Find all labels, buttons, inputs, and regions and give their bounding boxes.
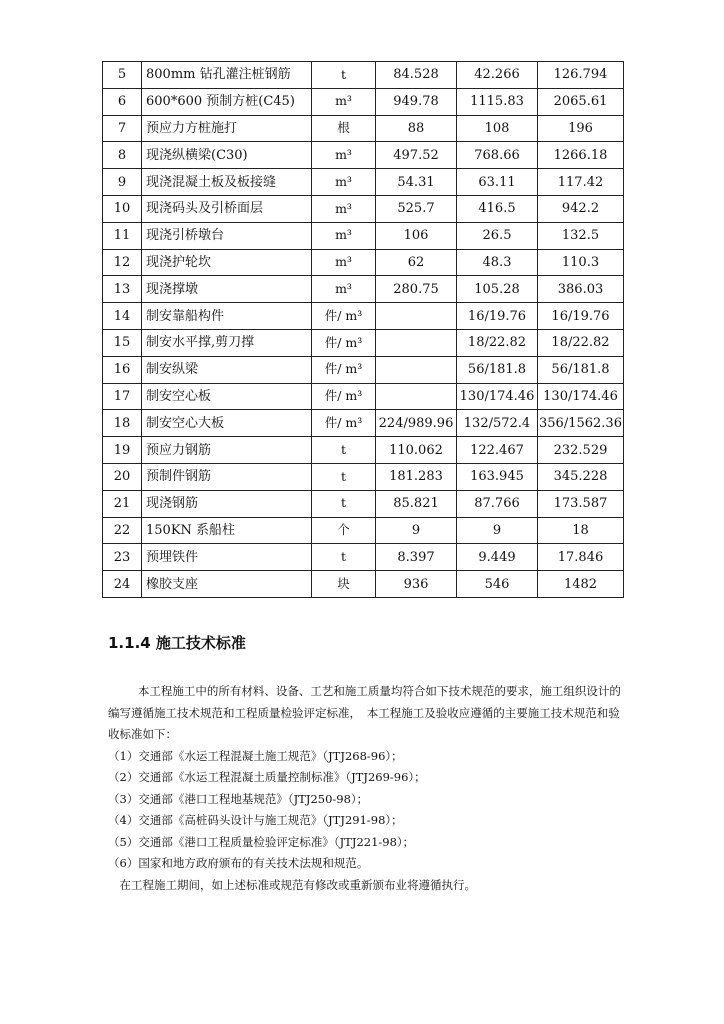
quantity-a: 936 (376, 571, 457, 598)
quantity-table (102, 61, 624, 598)
item-name: 预应力钢筋 (142, 437, 312, 464)
unit: 件/ m³ (312, 329, 376, 356)
quantity-total: 386.03 (538, 276, 624, 303)
item-name: 橡胶支座 (142, 571, 312, 598)
quantity-a: 85.821 (376, 490, 457, 517)
unit: 块 (312, 571, 376, 598)
table-row (103, 62, 624, 89)
item-name: 制安水平撑,剪刀撑 (142, 329, 312, 356)
row-number: 5 (103, 62, 142, 89)
quantity-a: 181.283 (376, 463, 457, 490)
closing-paragraph: 在工程施工期间，如上述标准或规范有修改或重新颁布业将遵循执行。 (119, 877, 476, 892)
quantity-total: 232.529 (538, 437, 624, 464)
quantity-b: 546 (457, 571, 538, 598)
row-number: 15 (103, 329, 142, 356)
unit: 件/ m³ (312, 303, 376, 330)
quantity-total: 18 (538, 517, 624, 544)
unit: 件/ m³ (312, 410, 376, 437)
intro-paragraph: 本工程施工中的所有材料、设备、工艺和施工质量均符合如下技术规范的要求，施工组织设计的编写遵循施工技术规范和工程质量检验评定标准， 本工程施工及验收应遵循的主要施工技术规范和验收标准如下： (108, 684, 621, 741)
table-row (103, 437, 624, 464)
quantity-b: 48.3 (457, 249, 538, 276)
quantity-a (376, 356, 457, 383)
item-name: 600*600 预制方桩(C45) (142, 88, 312, 115)
quantity-a: 9 (376, 517, 457, 544)
standard-item: （5）交通部《港口工程质量检验评定标准》（JTJ221-98）； (108, 834, 415, 849)
quantity-total: 18/22.82 (538, 329, 624, 356)
table-row (103, 383, 624, 410)
standard-item: （3）交通部《港口工程地基规范》（JTJ250-98）； (108, 791, 369, 806)
quantity-b: 16/19.76 (457, 303, 538, 330)
quantity-total: 110.3 (538, 249, 624, 276)
quantity-total: 942.2 (538, 195, 624, 222)
table-row (103, 517, 624, 544)
section-heading: 1.1.4 施工技术标准 (108, 634, 246, 652)
unit: m³ (312, 222, 376, 249)
table-row (103, 276, 624, 303)
quantity-b: 416.5 (457, 195, 538, 222)
unit: t (312, 544, 376, 571)
row-number: 17 (103, 383, 142, 410)
quantity-a: 497.52 (376, 142, 457, 169)
table-row (103, 249, 624, 276)
item-name: 现浇钢筋 (142, 490, 312, 517)
table-row (103, 490, 624, 517)
quantity-b: 768.66 (457, 142, 538, 169)
quantity-b: 87.766 (457, 490, 538, 517)
item-name: 制安靠船构件 (142, 303, 312, 330)
standard-item: （2）交通部《水运工程混凝土质量控制标准》（JTJ269-96）； (108, 770, 426, 784)
quantity-b: 56/181.8 (457, 356, 538, 383)
unit: m³ (312, 249, 376, 276)
quantity-b: 9 (457, 517, 538, 544)
row-number: 18 (103, 410, 142, 437)
row-number: 16 (103, 356, 142, 383)
row-number: 8 (103, 142, 142, 169)
table-row (103, 544, 624, 571)
quantity-total: 117.42 (538, 169, 624, 196)
unit: m³ (312, 195, 376, 222)
unit: t (312, 437, 376, 464)
row-number: 10 (103, 195, 142, 222)
quantity-total: 130/174.46 (538, 383, 624, 410)
item-name: 现浇混凝土板及板接缝 (142, 169, 312, 196)
quantity-total: 132.5 (538, 222, 624, 249)
quantity-b: 130/174.46 (457, 383, 538, 410)
item-name: 制安纵梁 (142, 356, 312, 383)
unit: t (312, 463, 376, 490)
table-row (103, 303, 624, 330)
standard-item: （4）交通部《高桩码头设计与施工规范》（JTJ291-98）； (108, 813, 403, 827)
standards-list (108, 746, 623, 875)
unit: 根 (312, 115, 376, 142)
unit: 件/ m³ (312, 383, 376, 410)
row-number: 24 (103, 571, 142, 598)
row-number: 20 (103, 463, 142, 490)
table-row (103, 329, 624, 356)
quantity-a (376, 383, 457, 410)
quantity-b: 9.449 (457, 544, 538, 571)
item-name: 现浇护轮坎 (142, 249, 312, 276)
quantity-a: 525.7 (376, 195, 457, 222)
quantity-b: 132/572.4 (457, 410, 538, 437)
quantity-a: 84.528 (376, 62, 457, 89)
quantity-b: 108 (457, 115, 538, 142)
quantity-total: 16/19.76 (538, 303, 624, 330)
quantity-total: 2065.61 (538, 88, 624, 115)
row-number: 6 (103, 88, 142, 115)
unit: m³ (312, 142, 376, 169)
row-number: 14 (103, 303, 142, 330)
row-number: 23 (103, 544, 142, 571)
quantity-a: 8.397 (376, 544, 457, 571)
quantity-b: 105.28 (457, 276, 538, 303)
quantity-table-body (103, 62, 624, 598)
quantity-total: 1266.18 (538, 142, 624, 169)
quantity-b: 63.11 (457, 169, 538, 196)
quantity-a: 224/989.96 (376, 410, 457, 437)
table-row (103, 115, 624, 142)
row-number: 22 (103, 517, 142, 544)
unit: t (312, 62, 376, 89)
row-number: 19 (103, 437, 142, 464)
item-name: 150KN 系船柱 (142, 517, 312, 544)
section-body (108, 681, 623, 896)
row-number: 9 (103, 169, 142, 196)
row-number: 21 (103, 490, 142, 517)
quantity-total: 17.846 (538, 544, 624, 571)
table-row (103, 571, 624, 598)
quantity-a: 62 (376, 249, 457, 276)
table-row (103, 195, 624, 222)
quantity-total: 196 (538, 115, 624, 142)
table-row (103, 356, 624, 383)
item-name: 制安空心大板 (142, 410, 312, 437)
quantity-total: 345.228 (538, 463, 624, 490)
unit: 个 (312, 517, 376, 544)
quantity-a: 110.062 (376, 437, 457, 464)
quantity-a: 280.75 (376, 276, 457, 303)
table-row (103, 222, 624, 249)
quantity-a: 949.78 (376, 88, 457, 115)
item-name: 现浇纵横梁(C30) (142, 142, 312, 169)
quantity-b: 18/22.82 (457, 329, 538, 356)
quantity-b: 122.467 (457, 437, 538, 464)
quantity-a: 88 (376, 115, 457, 142)
quantity-a: 106 (376, 222, 457, 249)
row-number: 13 (103, 276, 142, 303)
row-number: 12 (103, 249, 142, 276)
item-name: 预埋铁件 (142, 544, 312, 571)
unit: m³ (312, 169, 376, 196)
quantity-total: 126.794 (538, 62, 624, 89)
quantity-a: 54.31 (376, 169, 457, 196)
quantity-total: 1482 (538, 571, 624, 598)
row-number: 7 (103, 115, 142, 142)
table-row (103, 169, 624, 196)
unit: t (312, 490, 376, 517)
item-name: 800mm 钻孔灌注桩钢筋 (142, 62, 312, 89)
item-name: 预制件钢筋 (142, 463, 312, 490)
quantity-a (376, 303, 457, 330)
quantity-b: 1115.83 (457, 88, 538, 115)
unit: 件/ m³ (312, 356, 376, 383)
table-row (103, 88, 624, 115)
standard-item: （1）交通部《水运工程混凝土施工规范》（JTJ268-96）； (108, 748, 403, 763)
table-row (103, 142, 624, 169)
quantity-b: 26.5 (457, 222, 538, 249)
row-number: 11 (103, 222, 142, 249)
unit: m³ (312, 88, 376, 115)
unit: m³ (312, 276, 376, 303)
quantity-a (376, 329, 457, 356)
quantity-b: 42.266 (457, 62, 538, 89)
table-row (103, 410, 624, 437)
item-name: 制安空心板 (142, 383, 312, 410)
item-name: 现浇撑墩 (142, 276, 312, 303)
quantity-total: 56/181.8 (538, 356, 624, 383)
item-name: 预应力方桩施打 (142, 115, 312, 142)
quantity-total: 173.587 (538, 490, 624, 517)
quantity-b: 163.945 (457, 463, 538, 490)
item-name: 现浇引桥墩台 (142, 222, 312, 249)
quantity-total: 356/1562.36 (538, 410, 624, 437)
standard-item: （6）国家和地方政府颁布的有关技术法规和规范。 (108, 856, 369, 870)
item-name: 现浇码头及引桥面层 (142, 195, 312, 222)
table-row (103, 463, 624, 490)
